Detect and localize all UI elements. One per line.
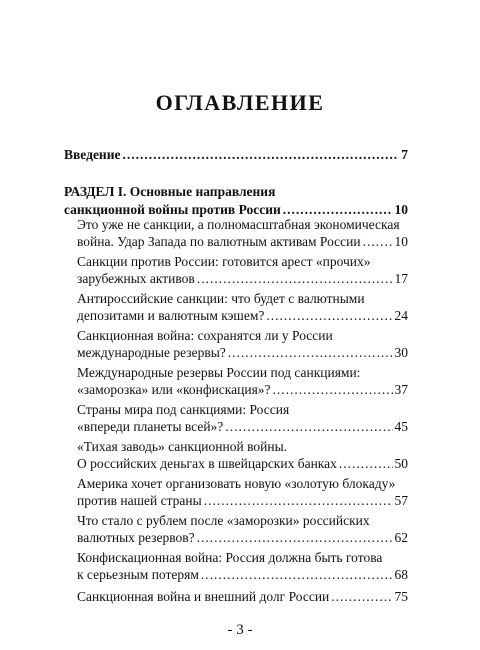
leader-dots	[225, 418, 392, 435]
leader-dots	[122, 146, 399, 163]
leader-dots	[204, 492, 393, 509]
toc-entry[interactable]	[77, 418, 408, 435]
toc-entry-line2: депозитами и валютным кэшем?	[77, 308, 265, 323]
toc-entry-line2: «впереди планеты всей»?	[77, 419, 224, 434]
toc-page-number: 57	[394, 493, 408, 508]
toc-entry-line2: к серьезным потерям	[77, 567, 199, 582]
toc-entry-intro[interactable]	[64, 146, 408, 163]
toc-entry[interactable]	[77, 455, 408, 472]
toc-entry-line1: Америка хочет организовать новую «золотую блокаду»	[77, 476, 396, 491]
leader-dots	[266, 307, 392, 324]
toc-entry-line1: Что стало с рублем после «заморозки» российских	[77, 513, 370, 528]
leader-dots	[228, 344, 393, 361]
toc-entry[interactable]	[77, 233, 408, 250]
toc-page-number: 37	[394, 382, 408, 397]
toc-entry-line2: против нашей страны	[77, 493, 202, 508]
toc-entry[interactable]	[77, 270, 408, 287]
toc-page-number: 10	[394, 234, 408, 249]
toc-entry[interactable]	[77, 588, 408, 605]
toc-page-number: 10	[394, 202, 408, 217]
leader-dots	[331, 588, 392, 605]
toc-entry-line2: О российских деньгах в швейцарских банках	[77, 456, 337, 471]
toc-entry-line1: Это уже не санкции, а полномасштабная экономическая	[77, 217, 400, 232]
page-title: ОГЛАВЛЕНИЕ	[155, 90, 325, 115]
leader-dots	[339, 455, 393, 472]
toc-entry-line1: Международные резервы России под санкциями:	[77, 365, 361, 380]
toc-entry-line2: «заморозка» или «конфискация»?	[77, 382, 271, 397]
toc-page-number: 17	[394, 271, 408, 286]
toc-entry-label: Введение	[64, 147, 121, 162]
page-number: - 3 -	[227, 622, 253, 638]
toc-entry-line1: Санкции против России: готовится арест «прочих»	[77, 254, 371, 269]
section-heading-line1: РАЗДЕЛ I. Основные направления	[64, 184, 276, 199]
toc-page-number: 50	[394, 456, 408, 471]
toc-entry[interactable]	[77, 307, 408, 324]
toc-entry-line2: Санкционная война и внешний долг России	[77, 589, 330, 604]
leader-dots	[197, 529, 393, 546]
toc-entry-line1: Конфискационная война: Россия должна быть готова	[77, 550, 383, 565]
leader-dots	[201, 566, 393, 583]
toc-entry-line1: «Тихая заводь» санкционной войны.	[77, 439, 288, 454]
section-heading-line2: санкционной войны против России	[64, 202, 281, 217]
toc-entry[interactable]	[77, 529, 408, 546]
toc-page-number: 62	[394, 530, 408, 545]
toc-entry-line1: Антироссийские санкции: что будет с валютными	[77, 291, 365, 306]
toc-entry-line1: Страны мира под санкциями: Россия	[77, 402, 290, 417]
toc-entry-line1: Санкционная война: сохранятся ли у России	[77, 328, 333, 343]
toc-page-number: 7	[401, 147, 408, 162]
toc-entry[interactable]	[77, 566, 408, 583]
leader-dots	[363, 233, 393, 250]
toc-page-number: 24	[394, 308, 408, 323]
toc-page-number: 45	[394, 419, 408, 434]
leader-dots	[273, 381, 393, 398]
toc-entry-line2: зарубежных активов	[77, 271, 195, 286]
toc-entry[interactable]	[77, 344, 408, 361]
toc-entry[interactable]	[77, 492, 408, 509]
toc-entry[interactable]	[77, 381, 408, 398]
toc-entry-line2: международные резервы?	[77, 345, 226, 360]
toc-page-number: 30	[394, 345, 408, 360]
leader-dots	[197, 270, 393, 287]
toc-page-number: 75	[394, 589, 408, 604]
toc-entry-line2: валютных резервов?	[77, 530, 195, 545]
toc-entry-line2: война. Удар Запада по валютным активам России	[77, 234, 361, 249]
toc-page-number: 68	[394, 567, 408, 582]
